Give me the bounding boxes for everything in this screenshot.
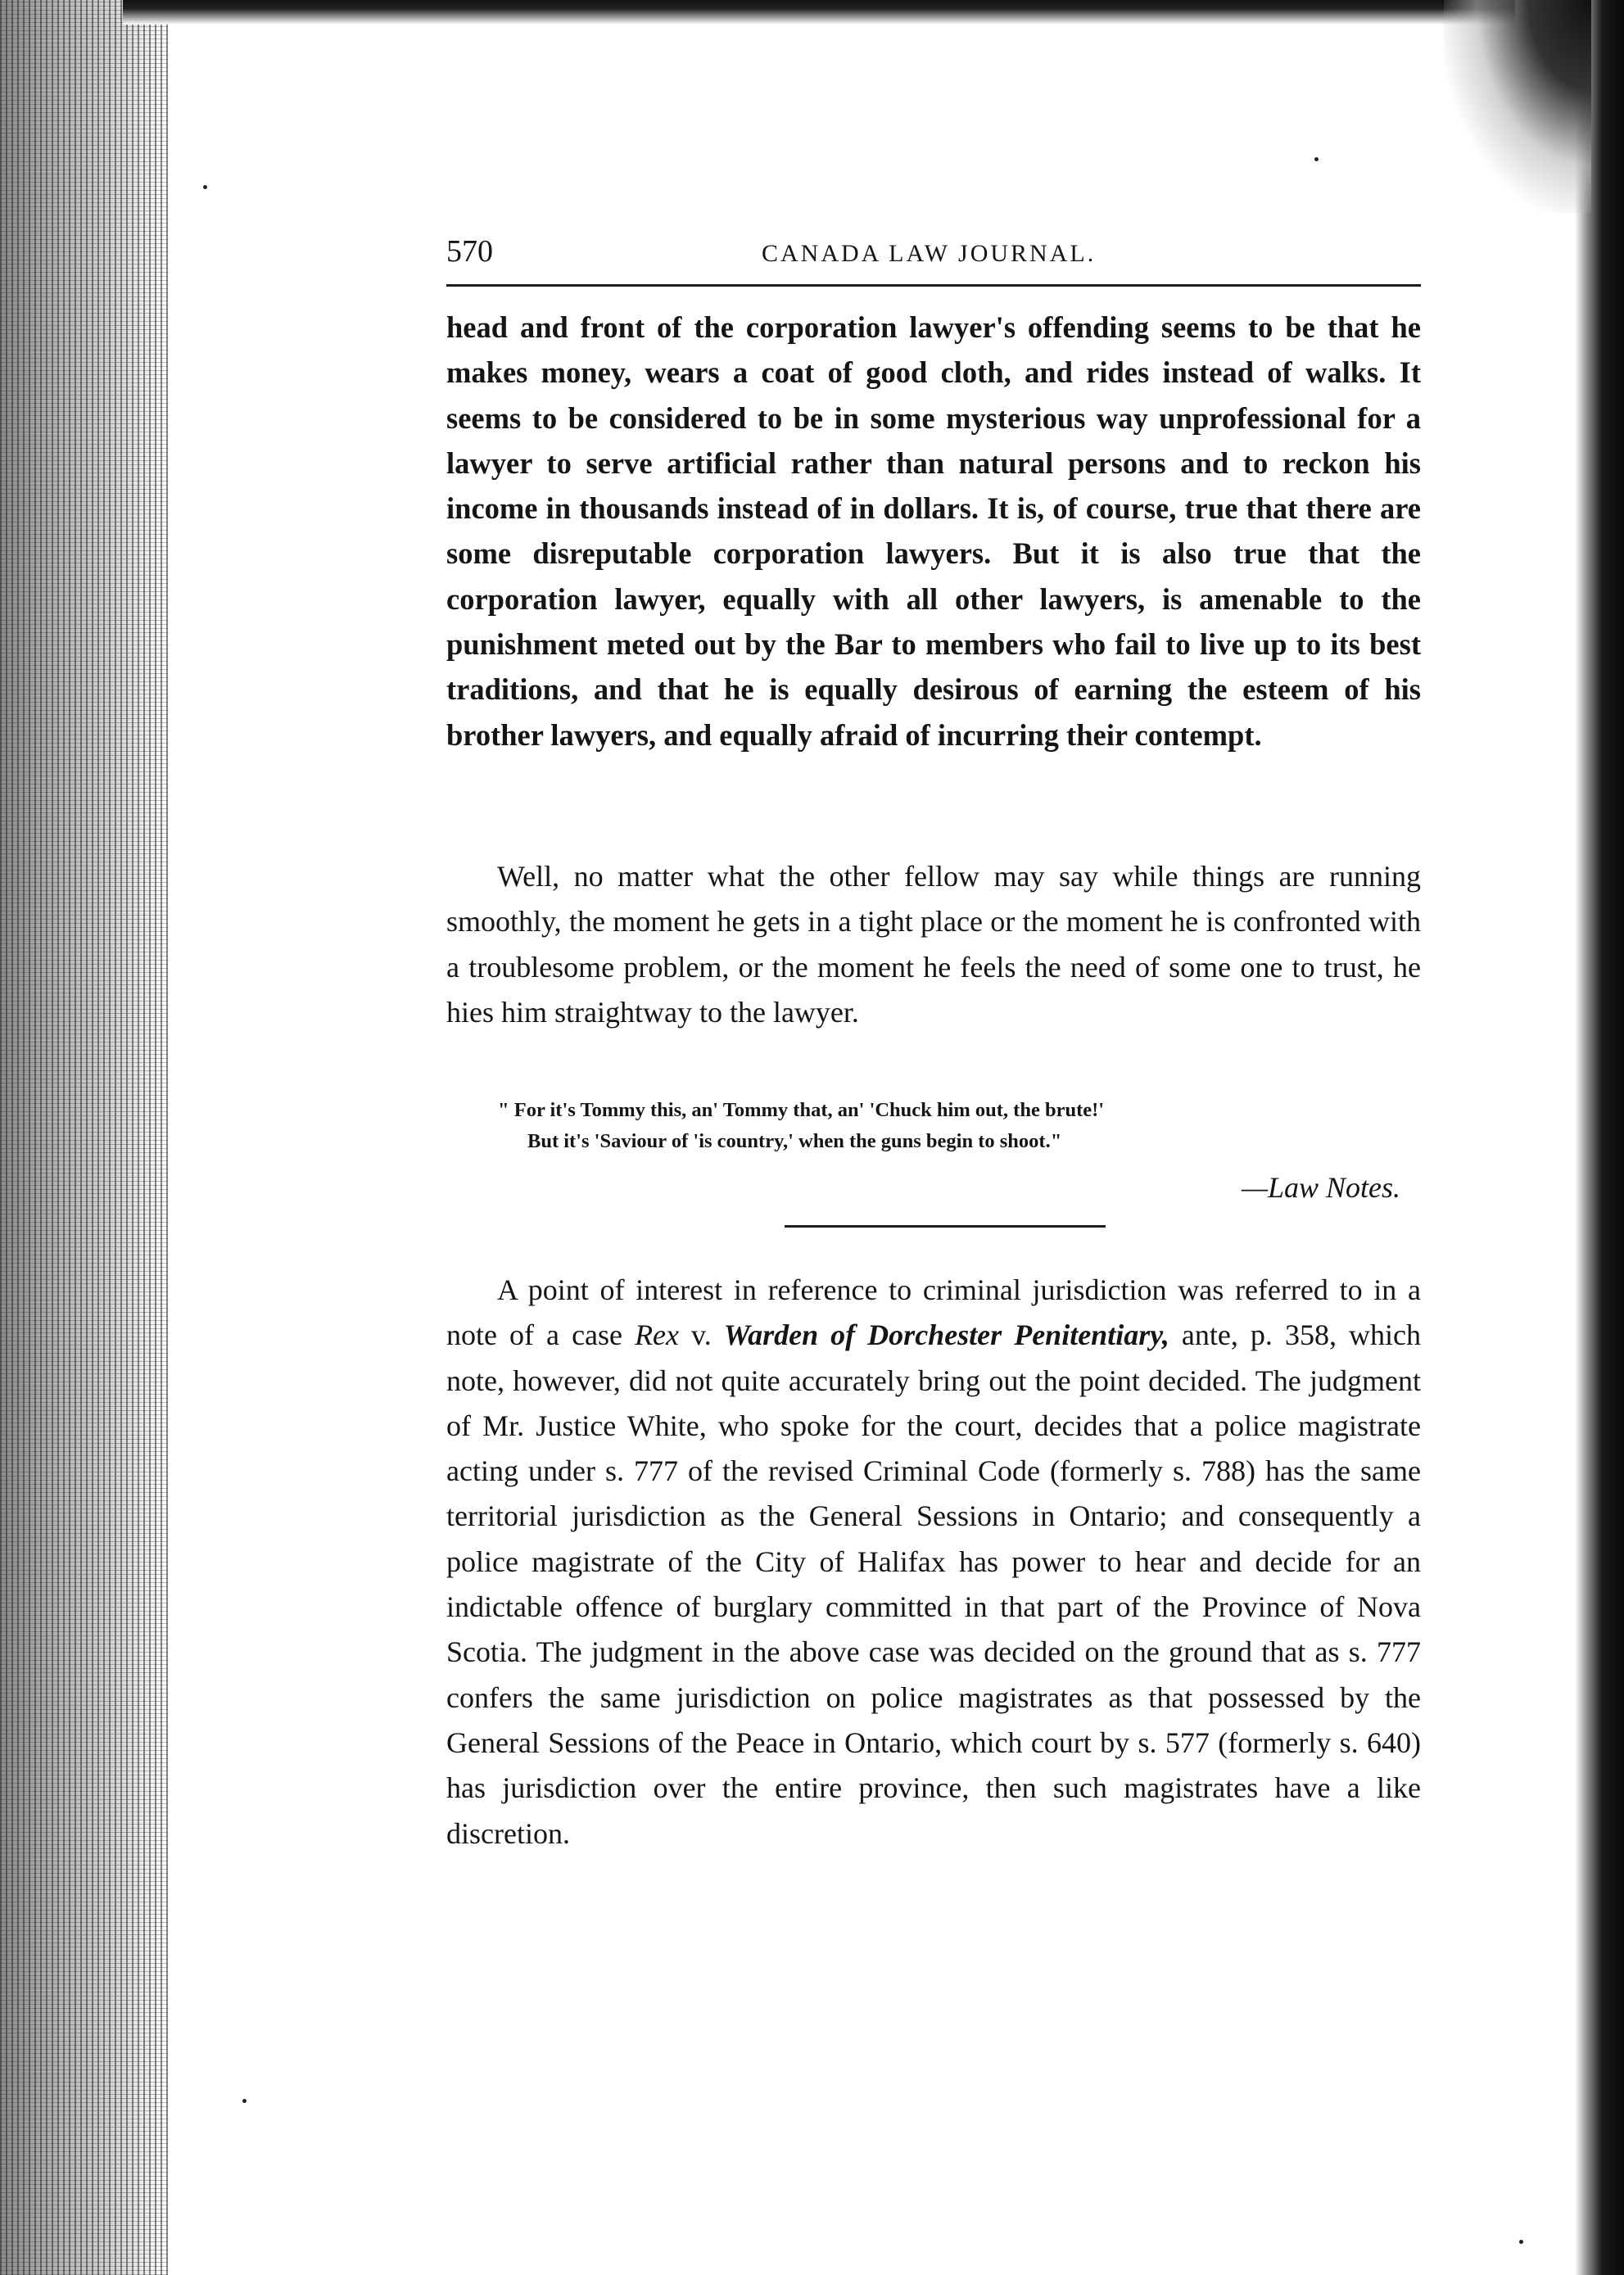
body-paragraph-2 bbox=[446, 854, 1421, 1035]
header-rule bbox=[446, 284, 1421, 287]
scan-speck bbox=[242, 2099, 247, 2103]
running-head bbox=[446, 231, 1421, 272]
scan-top-edge bbox=[123, 0, 1515, 25]
case-name-rex: Rex bbox=[635, 1318, 680, 1352]
verse-quotation bbox=[498, 1095, 1415, 1157]
attribution: —Law Notes. bbox=[1241, 1171, 1400, 1204]
scan-left-edge bbox=[0, 0, 168, 2275]
section-divider bbox=[785, 1225, 1106, 1228]
verse-line-1: " For it's Tommy this, an' Tommy that, an' 'Chuck him out, the brute!' bbox=[498, 1099, 1105, 1121]
journal-title: CANADA LAW JOURNAL. bbox=[762, 240, 1097, 267]
body-paragraph-1 bbox=[446, 305, 1421, 758]
scan-corner-shadow bbox=[1444, 0, 1591, 213]
paragraph-2-text: Well, no matter what the other fellow may say while things are running smoothly, the moment he gets in a tight place or the moment he is confronted with a troublesome problem, or the moment he feels the need of some one to trust, he hies him straightway to the lawyer. bbox=[446, 860, 1421, 1029]
scan-speck bbox=[203, 185, 207, 189]
paragraph-1-text: head and front of the corporation lawyer's offending seems to be that he makes money, wears a coat of good cloth, and rides instead of walks. It seems to be considered to be in some mysterious way unprofessional for a lawyer to serve artificial rather than natural persons and to reckon his income in thousands instead of in dollars. It is, of course, true that there are some disreputable corporation lawyers. But it is also true that the corporation lawyer, equally with all other lawyers, is amenable to the punishment meted out by the Bar to members who fail to live up to its best traditions, and that he is equally desirous of earning the esteem of his brother lawyers, and equally afraid of incurring their contempt. bbox=[446, 310, 1421, 752]
scan-speck bbox=[1314, 157, 1319, 161]
case-name-warden: Warden of Dorchester Penitentiary, bbox=[723, 1318, 1169, 1352]
page-number: 570 bbox=[446, 234, 493, 269]
verse-line-2: But it's 'Saviour of 'is country,' when the guns begin to shoot." bbox=[527, 1130, 1062, 1152]
paragraph-3-intro: A point of interest in reference to criminal jurisdiction was referred to in a note of a case bbox=[446, 1273, 1421, 1352]
case-versus: v. bbox=[679, 1318, 724, 1352]
body-paragraph-3 bbox=[446, 1268, 1421, 1857]
paragraph-3-text bbox=[446, 1268, 1421, 1857]
scan-speck bbox=[1519, 2240, 1523, 2244]
scan-right-edge bbox=[1575, 0, 1624, 2275]
paragraph-3-body: ante, p. 358, which note, however, did not quite accurately bring out the point decided. The judgment of Mr. Justice White, who spoke for the court, decides that a police magistrate acting under s. 777 of the revised Criminal Code (formerly s. 788) has the same territorial jurisdiction as the General Sessions in Ontario; and consequently a police magistrate of the City of Halifax has power to hear and decide for an indictable offence of burglary committed in that part of the Province of Nova Scotia. The judgment in the above case was decided on the ground that as s. 777 confers the same jurisdiction on police magistrates as that possessed by the General Sessions of the Peace in Ontario, which court by s. 577 (formerly s. 640) has jurisdiction over the entire province, then such magistrates have a like discretion. bbox=[446, 1318, 1421, 1850]
